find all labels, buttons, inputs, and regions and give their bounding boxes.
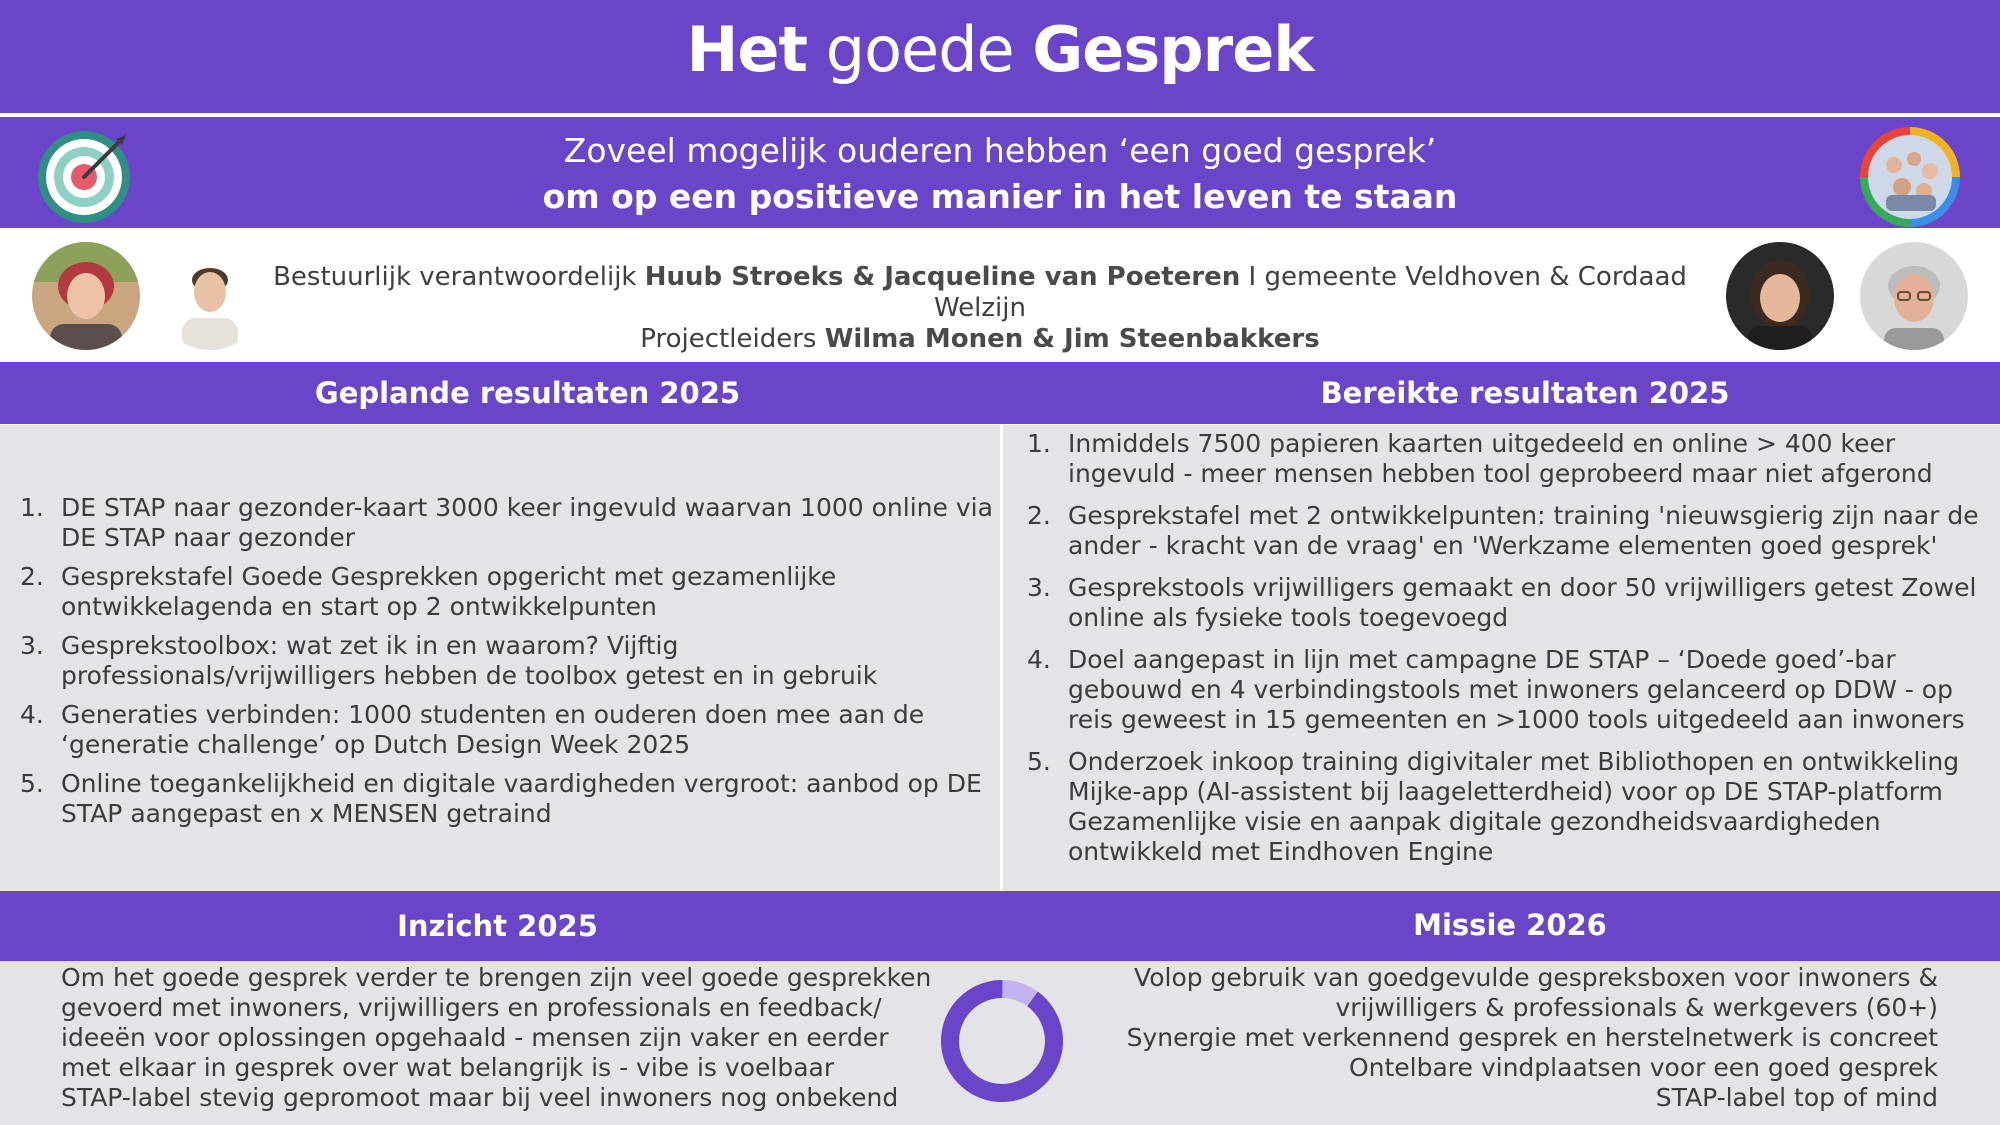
mission-line: Volop gebruik van goedgevulde gespreksboxen voor inwoners & bbox=[1134, 963, 1938, 992]
item-number: 1. bbox=[1027, 429, 1051, 458]
mission-line: vrijwilligers & professionals & werkgevers (60+) bbox=[1335, 993, 1938, 1022]
list-item bbox=[20, 562, 995, 622]
list-item bbox=[1027, 747, 1995, 867]
item-text: Doel aangepast in lijn met campagne DE STAP – ‘Doede goed’-bar gebouwd en 4 verbindingstools met inwoners gelanceerd op DDW - op reis geweest in 15 gemeenten en >1000 tools uitgedeeld aan inwoners bbox=[1068, 645, 1965, 734]
item-number: 3. bbox=[20, 631, 44, 660]
responsible-people-row bbox=[0, 228, 2000, 362]
title-bar bbox=[0, 0, 2000, 113]
item-number: 1. bbox=[20, 493, 44, 522]
project-leaders-names: Wilma Monen & Jim Steenbakkers bbox=[824, 324, 1320, 354]
avatar bbox=[156, 242, 264, 350]
insight-line: ideeën voor oplossingen opgehaald - mensen zijn vaker en eerder bbox=[61, 1023, 889, 1052]
item-text: Onderzoek inkoop training digivitaler met Bibliothopen en ontwikkeling Mijke-app (AI-assistent bij laageletterdheid) voor op DE STAP-platform Gezamenlijke visie en aanpak digitale gezondheidsvaardigheden ontwikkeld met Eindhoven Engine bbox=[1068, 747, 1960, 866]
item-text: Inmiddels 7500 papieren kaarten uitgedeeld en online > 400 keer ingevuld - meer mensen hebben tool geprobeerd maar niet afgerond bbox=[1068, 429, 1933, 488]
planned-results-heading-text: Geplande resultaten 2025 bbox=[314, 376, 741, 410]
insight-text bbox=[61, 963, 961, 1113]
responsible-names: Huub Stroeks & Jacqueline van Poeteren bbox=[644, 262, 1241, 292]
avatar bbox=[1860, 242, 1968, 350]
insight-heading-text: Inzicht 2025 bbox=[397, 909, 598, 943]
item-number: 4. bbox=[1027, 645, 1051, 674]
list-item bbox=[20, 769, 995, 829]
item-number: 2. bbox=[20, 562, 44, 591]
responsible-label: Bestuurlijk verantwoordelijk bbox=[273, 262, 637, 292]
progress-donut-arc bbox=[940, 979, 1064, 1103]
list-item bbox=[1027, 429, 1995, 489]
achieved-results-panel bbox=[1003, 425, 2000, 891]
list-item bbox=[20, 700, 995, 760]
mission-line: Ontelbare vindplaatsen voor een goed gesprek bbox=[1348, 1053, 1938, 1082]
planned-results-heading bbox=[0, 362, 1055, 424]
item-number: 5. bbox=[1027, 747, 1051, 776]
progress-donut bbox=[940, 979, 1064, 1103]
mission-heading bbox=[1010, 891, 2000, 961]
responsible-organisations: I gemeente Veldhoven & Cordaad Welzijn bbox=[934, 262, 1687, 323]
list-item bbox=[20, 493, 995, 553]
mission-text bbox=[1080, 963, 1938, 1113]
mission-line: STAP-label top of mind bbox=[1655, 1083, 1938, 1112]
list-item bbox=[1027, 573, 1995, 633]
achieved-results-list bbox=[1027, 429, 1995, 879]
page-title bbox=[0, 0, 2000, 100]
goal-bar bbox=[0, 117, 2000, 228]
insight-line: met elkaar in gesprek over wat belangrijk is - vibe is voelbaar bbox=[61, 1053, 835, 1082]
item-text: Generaties verbinden: 1000 studenten en ouderen doen mee aan de ‘generatie challenge’ op Dutch Design Week 2025 bbox=[61, 700, 925, 759]
list-item bbox=[1027, 501, 1995, 561]
insight-line: gevoerd met inwoners, vrijwilligers en professionals en feedback/ bbox=[61, 993, 882, 1022]
title-part-2: goede bbox=[825, 13, 1014, 86]
insight-heading bbox=[0, 891, 995, 961]
avatar bbox=[1726, 242, 1834, 350]
planned-results-list bbox=[20, 493, 995, 838]
goal-statement-line-1: Zoveel mogelijk ouderen hebben ‘een goed gesprek’ bbox=[563, 131, 1437, 170]
project-leaders-label: Projectleiders bbox=[640, 324, 817, 354]
insight-mission-panel bbox=[0, 961, 2000, 1125]
item-number: 3. bbox=[1027, 573, 1051, 602]
title-part-1: Het bbox=[686, 13, 808, 86]
item-text: Gesprekstafel Goede Gesprekken opgericht met gezamenlijke ontwikkelagenda en start op 2 ontwikkelpunten bbox=[61, 562, 837, 621]
goal-statement-line-2: om op een positieve manier in het leven te staan bbox=[542, 177, 1458, 216]
community-photo-icon bbox=[1858, 125, 1962, 229]
item-number: 4. bbox=[20, 700, 44, 729]
achieved-results-heading-text: Bereikte resultaten 2025 bbox=[1320, 376, 1730, 410]
achieved-results-heading bbox=[1000, 362, 2000, 424]
mission-heading-text: Missie 2026 bbox=[1413, 908, 1607, 942]
title-part-3: Gesprek bbox=[1032, 13, 1314, 86]
item-text: Gesprekstools vrijwilligers gemaakt en door 50 vrijwilligers getest Zowel online als fysieke tools toegevoegd bbox=[1068, 573, 1977, 632]
insight-line: STAP-label stevig gepromoot maar bij veel inwoners nog onbekend bbox=[61, 1083, 899, 1112]
list-item bbox=[20, 631, 995, 691]
item-text: Gesprekstafel met 2 ontwikkelpunten: training 'nieuwsgierig zijn naar de ander - kracht van de vraag' en 'Werkzame elementen goed gesprek' bbox=[1068, 501, 1979, 560]
item-number: 5. bbox=[20, 769, 44, 798]
item-text: Online toegankelijkheid en digitale vaardigheden vergroot: aanbod op DE STAP aangepast en x MENSEN getraind bbox=[61, 769, 982, 828]
mission-line: Synergie met verkennend gesprek en herstelnetwerk is concreet bbox=[1126, 1023, 1938, 1052]
item-text: Gesprekstoolbox: wat zet ik in en waarom? Vijftig professionals/vrijwilligers hebben de toolbox getest en in gebruik bbox=[61, 631, 878, 690]
planned-results-panel bbox=[0, 425, 1000, 891]
avatar bbox=[32, 242, 140, 350]
list-item bbox=[1027, 645, 1995, 735]
item-number: 2. bbox=[1027, 501, 1051, 530]
insight-line: Om het goede gesprek verder te brengen zijn veel goede gesprekken bbox=[61, 963, 932, 992]
responsible-line-1 bbox=[260, 262, 1700, 324]
responsible-line-2 bbox=[260, 324, 1700, 355]
responsible-text bbox=[260, 262, 1700, 355]
item-text: DE STAP naar gezonder-kaart 3000 keer ingevuld waarvan 1000 online via DE STAP naar gezonder bbox=[61, 493, 993, 552]
